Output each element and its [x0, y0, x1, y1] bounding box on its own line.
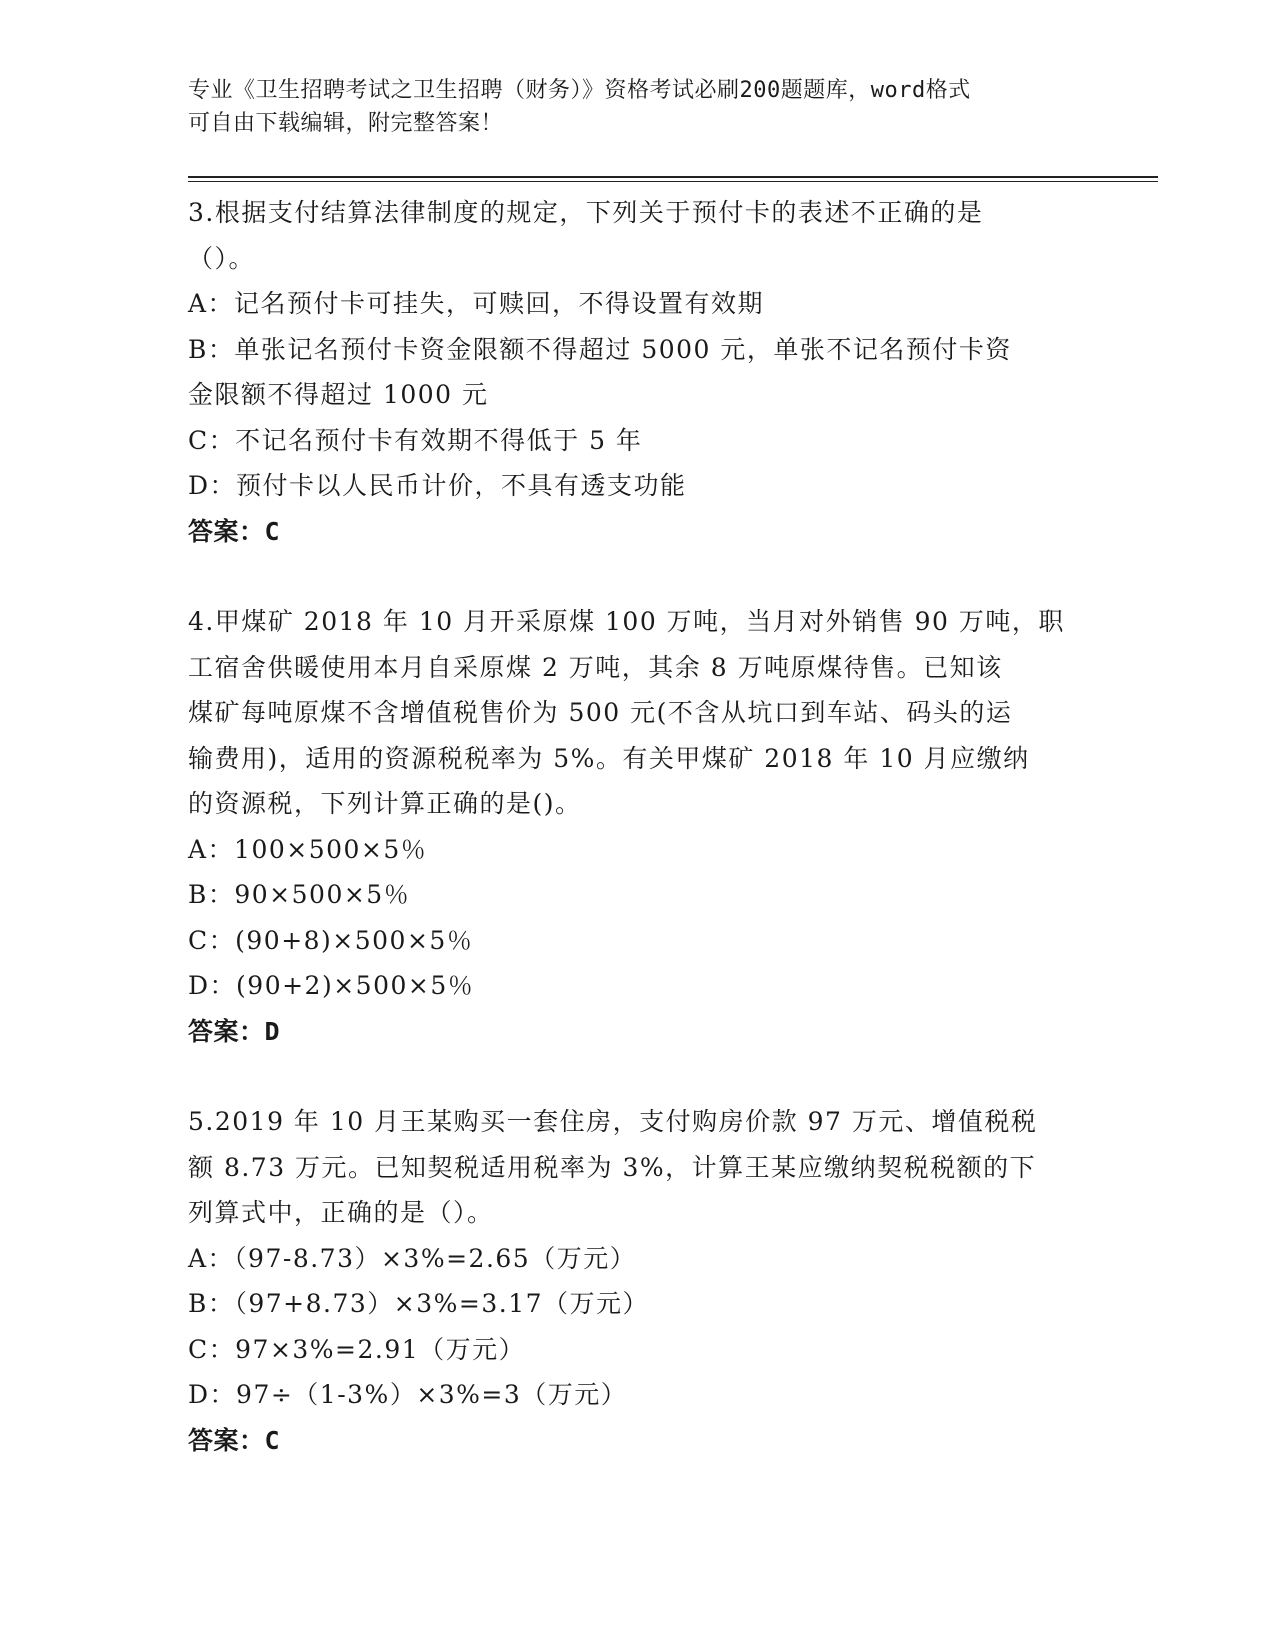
answer-option: A：记名预付卡可挂失，可赎回，不得设置有效期: [188, 289, 765, 318]
answer-option: 金限额不得超过 1000 元: [188, 380, 489, 409]
answer-option: B：单张记名预付卡资金限额不得超过 5000 元，单张不记名预付卡资: [188, 334, 1012, 364]
header-divider-thin: [188, 181, 1158, 182]
answer-option: C：(90+8)×500×5％: [188, 925, 474, 955]
document-header: [188, 74, 1068, 140]
question-stem-line: 3.根据支付结算法律制度的规定，下列关于预付卡的表述不正确的是: [188, 198, 984, 227]
question-list: [188, 190, 1088, 1508]
answer-option: C：97×3%=2.91（万元）: [188, 1334, 526, 1364]
answer-key: 答案：D: [188, 1016, 281, 1046]
answer-option: D：97÷（1-3%）×3%=3（万元）: [188, 1380, 628, 1409]
question-stem-line: 煤矿每吨原煤不含增值税售价为 500 元(不含从坑口到车站、码头的运: [188, 698, 1013, 727]
answer-key: 答案：C: [188, 516, 281, 546]
question-stem-line: 的资源税，下列计算正确的是()。: [188, 789, 582, 818]
question-stem-line: 额 8.73 万元。已知契税适用税率为 3%，计算王某应缴纳契税税额的下: [188, 1152, 1037, 1182]
question-stem-line: （）。: [188, 243, 256, 273]
question-stem-line: 列算式中，正确的是（）。: [188, 1198, 494, 1227]
question-block: [188, 190, 1088, 554]
question-stem-line: 输费用)，适用的资源税税率为 5%。有关甲煤矿 2018 年 10 月应缴纳: [188, 743, 1030, 773]
answer-option: B：90×500×5％: [188, 880, 411, 909]
answer-option: D：(90+2)×500×5％: [188, 971, 475, 1000]
answer-option: D：预付卡以人民币计价，不具有透支功能: [188, 471, 687, 500]
header-title-line-1: 专业《卫生招聘考试之卫生招聘（财务）》资格考试必刷200题题库，word格式: [188, 78, 971, 103]
question-block: [188, 1099, 1088, 1463]
answer-option: A：100×500×5％: [188, 834, 428, 864]
answer-option: A：（97-8.73）×3%=2.65（万元）: [188, 1243, 637, 1273]
question-stem-line: 5.2019 年 10 月王某购买一套住房，支付购房价款 97 万元、增值税税: [188, 1107, 1038, 1136]
header-title-line-2: 可自由下载编辑，附完整答案！: [188, 111, 504, 136]
question-stem-line: 工宿舍供暖使用本月自采原煤 2 万吨，其余 8 万吨原煤待售。已知该: [188, 652, 1003, 682]
header-divider-thick: [188, 176, 1158, 178]
answer-option: C：不记名预付卡有效期不得低于 5 年: [188, 425, 643, 455]
answer-option: B：（97+8.73）×3%=3.17（万元）: [188, 1289, 650, 1318]
question-stem-line: 4.甲煤矿 2018 年 10 月开采原煤 100 万吨，当月对外销售 90 万吨，职: [188, 607, 1065, 636]
answer-key: 答案：C: [188, 1425, 281, 1455]
question-block: [188, 599, 1088, 1054]
